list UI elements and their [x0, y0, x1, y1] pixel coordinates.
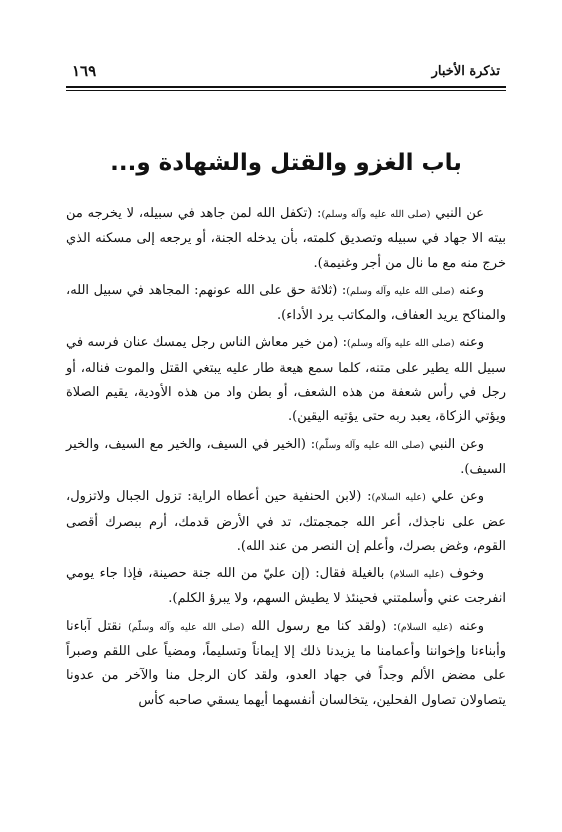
- honorific: (صلى الله عليه وآله وسلّم): [128, 621, 245, 633]
- honorific: (عليه السلام): [389, 569, 444, 581]
- paragraph-text: وعن علي: [425, 489, 485, 505]
- paragraph-text: بالغيلة فقال: (إن عليّ من الله جنة حصينة، فإذا جاء يومي انفرجت عني وأسلمتني فحينئذ لا يطيش السهم، ولا يبرؤ الكلم).: [66, 566, 506, 607]
- paragraph-text: : (الخير في السيف، والخير مع السيف، والخير السيف).: [66, 436, 506, 477]
- page-header: [68, 62, 504, 84]
- honorific: (صلى الله عليه وآله وسلم): [346, 285, 455, 297]
- paragraph-text: وعن النبي: [424, 436, 484, 452]
- paragraph: [66, 279, 506, 329]
- paragraph-text: : (تكفل الله لمن جاهد في سبيله، لا يخرجه من بيته الا جهاد في سبيله وتصديق كلمته، بأن يدخله الجنة، أو يرجعه إلى مسكنه الذي خرج منه مع ما نال من أجر وغنيمة).: [66, 206, 506, 271]
- paragraph-text: وعنه: [452, 618, 485, 634]
- paragraph: [66, 485, 506, 559]
- honorific: (عليه السلام): [371, 492, 426, 504]
- header-rule-thin: [66, 90, 506, 91]
- honorific: (عليه السلام): [397, 621, 453, 633]
- paragraph-text: عن النبي: [430, 206, 485, 221]
- paragraph-text: : (ولقد كنا مع رسول الله: [244, 618, 398, 634]
- paragraph: [66, 562, 506, 612]
- header-rule-thick: [66, 86, 506, 88]
- honorific: (صلى الله عليه وآله وسلم): [321, 209, 431, 220]
- paragraph-text: وعنه: [454, 335, 484, 351]
- body-text: [66, 202, 506, 716]
- paragraph: [66, 202, 506, 276]
- paragraph-text: وعنه: [454, 282, 485, 298]
- paragraph-text: : (من خير معاش الناس رجل يمسك عنان فرسه في سبيل الله يطير على متنه، كلما سمع هيعة طار عليه يبتغي القتل والموت فناله، أو رجل في رأس شعفة من هذه الشعف، أو بطن واد من هذه الأودية، يقيم الصلاة ويؤتي الزكاة، يعبد ربه حتى يؤتيه اليقين).: [66, 335, 506, 425]
- paragraph-text: وخوف: [444, 566, 484, 582]
- paragraph: [66, 331, 506, 429]
- paragraph: [66, 615, 506, 713]
- page-number: ١٦٩: [72, 62, 97, 80]
- honorific: (صلى الله عليه وآله وسلم): [347, 338, 455, 350]
- paragraph-text: نقتل آباءنا وأبناءنا وإخواننا وأعمامنا ما يزيدنا ذلك إلا إيماناً وتسليماً، ومضياً على اللقم وصبراً على مضض الألم وجداً في جهاد العدو، ولقد كان الرجل منا والآخر من عدونا يتصاولان تصاول الفحلين، يتخالسان أنفسهما أيهما يسقي صاحبه كأس: [66, 618, 506, 708]
- paragraph: [66, 433, 506, 483]
- paragraph-text: : (ثلاثة حق على الله عونهم: المجاهد في سبيل الله، والمناكح يريد العفاف، والمكاتب يرد الأداء).: [66, 282, 506, 324]
- honorific: (صلى الله عليه وآله وسلّم): [315, 439, 425, 451]
- running-title: تذكرة الأخبار: [431, 64, 500, 79]
- chapter-title: باب الغزو والقتل والشهادة و...: [110, 150, 462, 176]
- paragraph-text: : (لابن الحنفية حين أعطاه الراية: تزول الجبال ولاتزول، عض على ناجذك، أعر الله جمجمتك، تد في الأرض قدمك، أرم ببصرك أقصى القوم، وغض بصرك، وأعلم إن النصر من عند الله).: [66, 489, 506, 554]
